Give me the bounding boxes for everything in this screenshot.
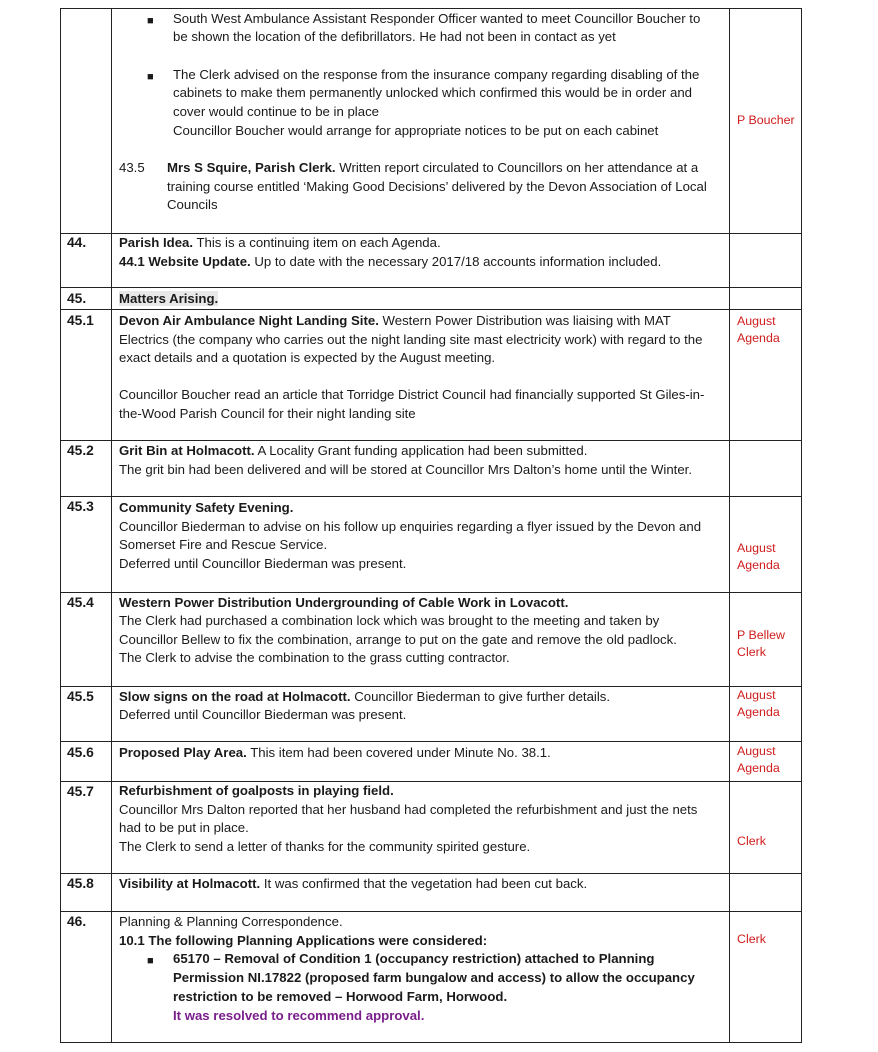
minute-body: Councillor Biederman to give further details. <box>354 689 611 704</box>
minute-text <box>119 875 587 894</box>
bullet-icon: ■ <box>147 71 154 83</box>
minute-body: This item had been covered under Minute No. 38.1. <box>250 745 551 760</box>
minute-number: 45.4 <box>67 595 94 610</box>
sub-minute-number: 44.1 <box>119 254 145 269</box>
planning-application: restriction to be removed – Horwood Farm, Horwood. <box>173 989 508 1004</box>
minute-number: 45. <box>67 291 87 306</box>
row-divider <box>61 873 801 874</box>
minute-text: the-Wood Parish Council for their night landing site <box>119 406 416 421</box>
action-owner: Clerk <box>737 834 766 848</box>
minute-title: Slow signs on the road at Holmacott. <box>119 689 351 704</box>
minute-title: Visibility at Holmacott. <box>119 876 261 891</box>
column-divider-action <box>729 9 730 1042</box>
minute-text: Deferred until Councillor Biederman was present. <box>119 556 407 571</box>
row-divider <box>61 911 801 912</box>
row-divider <box>61 592 801 593</box>
sub-minute-text: Written report circulated to Councillors on her attendance at a <box>339 160 699 175</box>
action-owner: August <box>737 744 776 758</box>
minute-text: be shown the location of the defibrillators. He had not been in contact as yet <box>173 29 616 44</box>
planning-application: 65170 – Removal of Condition 1 (occupancy restriction) attached to Planning <box>173 951 655 966</box>
action-owner: Agenda <box>737 558 780 572</box>
minute-text <box>119 442 587 461</box>
minute-text: The Clerk to advise the combination to the grass cutting contractor. <box>119 650 510 665</box>
bullet-icon: ■ <box>147 955 154 967</box>
row-divider <box>61 686 801 687</box>
sub-minute-title: Website Update. <box>148 254 251 269</box>
minute-number: 45.8 <box>67 876 94 891</box>
minute-title-text: Community Safety Evening. <box>119 500 294 515</box>
minute-body: It was confirmed that the vegetation had been cut back. <box>263 876 588 891</box>
action-owner: Clerk <box>737 645 766 659</box>
minute-text: The grit bin had been delivered and will be stored at Councillor Mrs Dalton’s home until the Winter. <box>119 462 692 477</box>
minute-text <box>119 312 671 331</box>
minute-number: 46. <box>67 914 87 929</box>
minute-number: 45.2 <box>67 443 94 458</box>
row-divider <box>61 440 801 441</box>
minute-text <box>119 688 610 707</box>
minute-title <box>119 782 394 801</box>
sub-minute-number: 43.5 <box>119 160 145 175</box>
minute-title: Proposed Play Area. <box>119 745 247 760</box>
minute-body: This is a continuing item on each Agenda. <box>196 235 441 250</box>
minutes-table <box>60 8 802 1043</box>
minute-text: The Clerk advised on the response from the insurance company regarding disabling of the <box>173 67 700 82</box>
sub-minute-heading: 10.1 The following Planning Applications were considered: <box>119 933 488 948</box>
minute-text: Electrics (the company who carries out the night landing site mast electricity work) with regard to the <box>119 332 703 347</box>
minute-text <box>119 253 661 272</box>
minute-text: South West Ambulance Assistant Responder Officer wanted to meet Councillor Boucher to <box>173 11 701 26</box>
row-divider <box>61 309 801 310</box>
row-divider <box>61 496 801 497</box>
action-owner: Clerk <box>737 932 766 946</box>
action-owner: P Bellew <box>737 628 785 642</box>
minute-text: The Clerk had purchased a combination lock which was brought to the meeting and taken by <box>119 613 660 628</box>
minute-title <box>119 290 218 309</box>
minute-text: The Clerk to send a letter of thanks for the community spirited gesture. <box>119 839 531 854</box>
resolution-text: It was resolved to recommend approval. <box>173 1008 425 1023</box>
row-divider <box>61 287 801 288</box>
action-owner: Agenda <box>737 331 780 345</box>
bullet-icon: ■ <box>147 15 154 27</box>
sub-minute-title: Mrs S Squire, Parish Clerk. <box>167 160 336 175</box>
minute-text <box>119 744 551 763</box>
minute-title: Grit Bin at Holmacott. <box>119 443 255 458</box>
minute-text: had to be put in place. <box>119 820 249 835</box>
action-owner: Agenda <box>737 705 780 719</box>
minute-text: Deferred until Councillor Biederman was present. <box>119 707 407 722</box>
sub-minute-text: Up to date with the necessary 2017/18 accounts information included. <box>254 254 662 269</box>
minute-text: training course entitled ‘Making Good Decisions’ delivered by the Devon Association of Local <box>167 179 707 194</box>
planning-application: Permission NI.17822 (proposed farm bungalow and access) to allow the occupancy <box>173 970 695 985</box>
minute-title-text: Refurbishment of goalposts in playing field. <box>119 783 394 798</box>
minute-text: exact details and a quotation is expected by the August meeting. <box>119 350 496 365</box>
action-owner: August <box>737 541 776 555</box>
minute-number: 45.1 <box>67 313 94 328</box>
minute-text: Somerset Fire and Rescue Service. <box>119 537 328 552</box>
action-owner: August <box>737 314 776 328</box>
column-divider-number <box>111 9 112 1042</box>
minute-text: Councillor Boucher read an article that Torridge District Council had financially supported St Giles-in- <box>119 387 705 402</box>
minute-title <box>119 499 293 518</box>
minute-number: 45.5 <box>67 689 94 704</box>
action-owner: P Boucher <box>737 113 795 127</box>
minute-text <box>119 234 441 253</box>
minute-text: Councils <box>167 197 218 212</box>
minute-title <box>119 594 568 613</box>
minute-text: Councillor Mrs Dalton reported that her husband had completed the refurbishment and just the nets <box>119 802 698 817</box>
minute-text <box>167 159 698 178</box>
minute-title: Parish Idea. <box>119 235 194 250</box>
minute-text: cover would continue to be in place <box>173 104 380 119</box>
minute-text: cabinets to make them permanently unlocked which confirmed this would be in order and <box>173 85 692 100</box>
minute-text: Councillor Boucher would arrange for appropriate notices to be put on each cabinet <box>173 123 659 138</box>
minute-number: 44. <box>67 235 87 250</box>
minute-body: Western Power Distribution was liaising with MAT <box>382 313 671 328</box>
minute-title-text: Western Power Distribution Undergrounding of Cable Work in Lovacott. <box>119 595 569 610</box>
minute-title: Planning & Planning Correspondence. <box>119 914 343 929</box>
minute-body: A Locality Grant funding application had been submitted. <box>257 443 588 458</box>
minute-title: Devon Air Ambulance Night Landing Site. <box>119 313 379 328</box>
row-divider <box>61 741 801 742</box>
minute-number: 45.7 <box>67 784 94 799</box>
minute-number: 45.6 <box>67 745 94 760</box>
minute-text: Councillor Biederman to advise on his follow up enquiries regarding a flyer issued by the Devon and <box>119 519 702 534</box>
minute-number: 45.3 <box>67 499 94 514</box>
minute-text: Councillor Bellew to fix the combination, arrange to put on the gate and remove the old padlock. <box>119 632 677 647</box>
action-owner: August <box>737 688 776 702</box>
action-owner: Agenda <box>737 761 780 775</box>
minute-title-text: Matters Arising. <box>119 291 219 306</box>
